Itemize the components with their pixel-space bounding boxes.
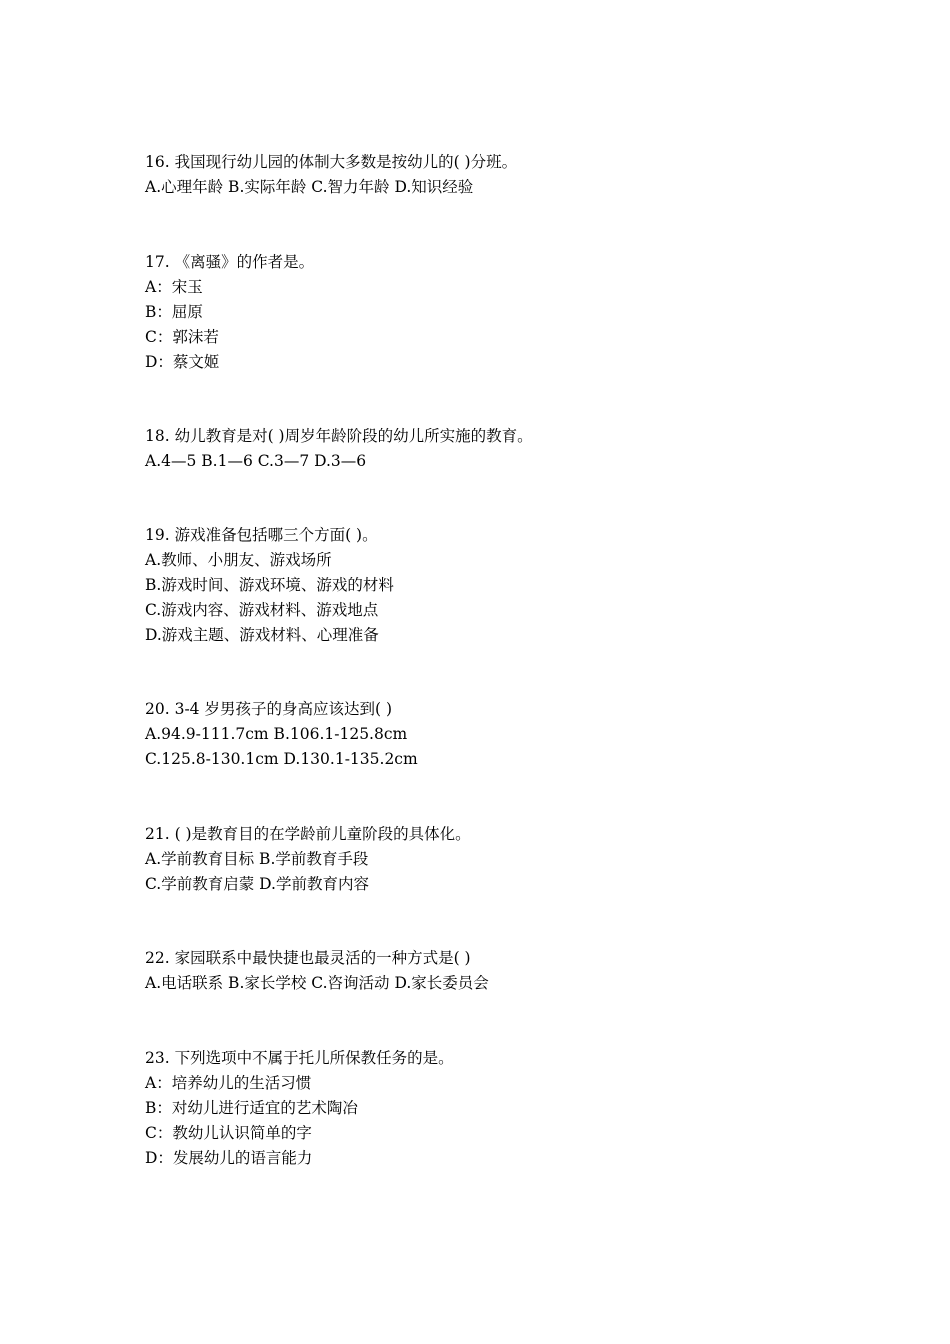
question-18: [145, 424, 845, 474]
question-option: B：对幼儿进行适宜的艺术陶冶: [145, 1099, 358, 1117]
question-16: [145, 150, 845, 200]
question-option: C.学前教育启蒙 D.学前教育内容: [145, 875, 369, 893]
question-option: D：蔡文姬: [145, 353, 220, 371]
question-stem: 17. 《离骚》的作者是。: [145, 253, 315, 271]
question-option: A：培养幼儿的生活习惯: [145, 1074, 312, 1092]
question-21: [145, 822, 845, 897]
question-stem: 23. 下列选项中不属于托儿所保教任务的是。: [145, 1049, 454, 1067]
question-stem: 21. ( )是教育目的在学龄前儿童阶段的具体化。: [145, 825, 471, 843]
question-option: A：宋玉: [145, 278, 203, 296]
question-stem: 18. 幼儿教育是对( )周岁年龄阶段的幼儿所实施的教育。: [145, 427, 533, 445]
question-19: [145, 523, 845, 648]
question-option: C：郭沫若: [145, 328, 219, 346]
question-stem: 22. 家园联系中最快捷也最灵活的一种方式是( ): [145, 949, 471, 967]
question-stem: 16. 我国现行幼儿园的体制大多数是按幼儿的( )分班。: [145, 153, 518, 171]
question-option: D：发展幼儿的语言能力: [145, 1149, 313, 1167]
question-stem: 19. 游戏准备包括哪三个方面( )。: [145, 526, 378, 544]
question-option: A.教师、小朋友、游戏场所: [145, 551, 332, 569]
question-17: [145, 250, 845, 375]
question-option: B：屈原: [145, 303, 203, 321]
question-23: [145, 1046, 845, 1171]
question-option: A.学前教育目标 B.学前教育手段: [145, 850, 369, 868]
question-20: [145, 697, 845, 772]
question-option: A.电话联系 B.家长学校 C.咨询活动 D.家长委员会: [145, 974, 489, 992]
question-option: A.4—5 B.1—6 C.3—7 D.3—6: [145, 452, 367, 470]
question-option: D.游戏主题、游戏材料、心理准备: [145, 626, 379, 644]
question-option: A.心理年龄 B.实际年龄 C.智力年龄 D.知识经验: [145, 178, 474, 196]
question-22: [145, 946, 845, 996]
question-stem: 20. 3-4 岁男孩子的身高应该达到( ): [145, 700, 392, 718]
question-option: B.游戏时间、游戏环境、游戏的材料: [145, 576, 394, 594]
question-option: C.游戏内容、游戏材料、游戏地点: [145, 601, 379, 619]
question-option: C：教幼儿认识简单的字: [145, 1124, 312, 1142]
question-option: A.94.9-111.7cm B.106.1-125.8cm: [145, 725, 408, 743]
question-option: C.125.8-130.1cm D.130.1-135.2cm: [145, 750, 418, 768]
